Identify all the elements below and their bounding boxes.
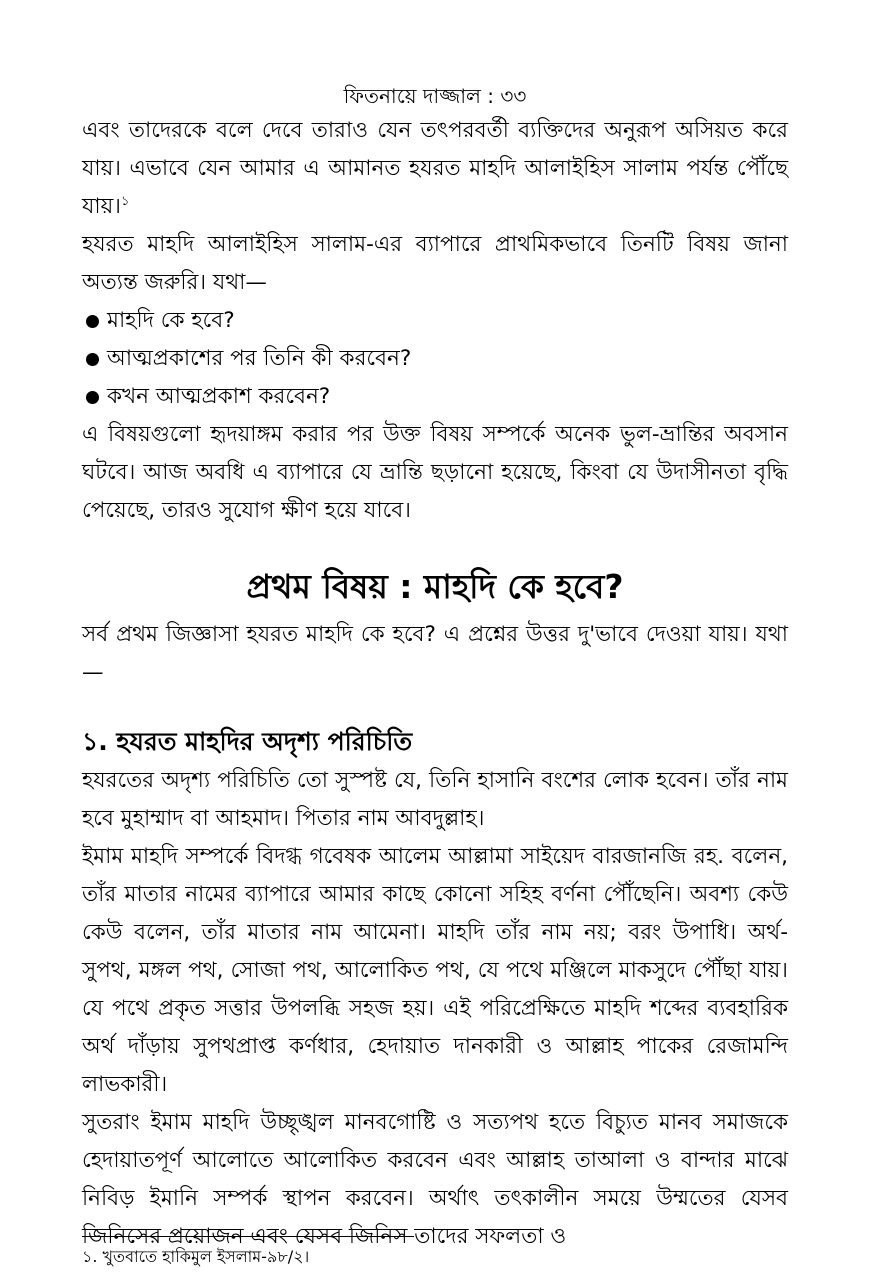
- running-header: ফিতনায়ে দাজ্জাল : ৩৩: [343, 84, 527, 108]
- section-heading: প্রথম বিষয় : মাহদি কে হবে?: [246, 567, 624, 606]
- intro-paragraph-1: [82, 112, 788, 226]
- intro-paragraph-1-text: এবং তাদেরকে বলে দেবে তারাও যেন তৎপরবর্তী ব্যক্তিদের অনুরূপ অসিয়ত করে যায়। এভাবে যেন আমার এ আমানত হযরত মাহদি আলাইহিস সালাম পর্যন্ত পৌঁছে যায়।: [82, 118, 788, 219]
- footnote-reference: ১: [120, 193, 130, 209]
- bullet-list: [82, 302, 788, 416]
- bullet-item-text: মাহদি কে হবে?: [107, 308, 235, 333]
- subsection-paragraph-1: হযরতের অদৃশ্য পরিচিতি তো সুস্পষ্ট যে, তিনি হাসানি বংশের লোক হবেন। তাঁর নাম হবে মুহাম্মাদ বা আহমাদ। পিতার নাম আবদুল্লাহ।: [82, 768, 788, 831]
- section-paragraph-1: সর্ব প্রথম জিজ্ঞাসা হযরত মাহদি কে হবে? এ প্রশ্নের উত্তর দু'ভাবে দেওয়া যায়। যথা—: [82, 622, 788, 685]
- footnote: ১. খুতবাতে হাকিমুল ইসলাম-৯৮/২।: [82, 1247, 310, 1266]
- intro-paragraph-3: এ বিষয়গুলো হৃদয়াঙ্গম করার পর উক্ত বিষয় সম্পর্কে অনেক ভুল-ভ্রান্তির অবসান ঘটবে। আজ অবধি এ ব্যাপারে যে ভ্রান্তি ছড়ানো হয়েছে, কিংবা যে উদাসীনতা বৃদ্ধি পেয়েছে, তারও সুযোগ ক্ষীণ হয়ে যাবে।: [82, 422, 788, 523]
- subsection-heading: ১. হযরত মাহদির অদৃশ্য পরিচিতি: [82, 727, 413, 756]
- bullet-item: [82, 340, 788, 378]
- bullet-item-text: আত্মপ্রকাশের পর তিনি কী করবেন?: [107, 346, 412, 371]
- bullet-dot-icon: [86, 391, 99, 404]
- subsection-paragraph-2: ইমাম মাহদি সম্পর্কে বিদগ্ধ গবেষক আলেম আল্লামা সাইয়েদ বারজানজি রহ. বলেন, তাঁর মাতার নামের ব্যাপারে আমার কাছে কোনো সহিহ বর্ণনা পৌঁছেনি। অবশ্য কেউ কেউ বলেন, তাঁর মাতার নাম আমেনা। মাহদি তাঁর নাম নয়; বরং উপাধি। অর্থ- সুপথ, মঙ্গল পথ, সোজা পথ, আলোকিত পথ, যে পথে মঞ্জিলে মাকসুদে পৌঁছা যায়। যে পথে প্রকৃত সত্তার উপলব্ধি সহজ হয়। এই পরিপ্রেক্ষিতে মাহদি শব্দের ব্যবহারিক অর্থ দাঁড়ায় সুপথপ্রাপ্ত কর্ণধার, হেদায়াত দানকারী ও আল্লাহ পাকের রেজামন্দি লাভকারী।: [82, 844, 788, 1097]
- footnote-divider: [82, 1236, 414, 1237]
- subsection-paragraph-3: সুতরাং ইমাম মাহদি উচ্ছৃঙ্খল মানবগোষ্টি ও সত্যপথ হতে বিচ্যুত মানব সমাজকে হেদায়াতপূর্ণ আলোতে আলোকিত করবেন এবং আল্লাহ তাআলা ও বান্দার মাঝে নিবিড় ইমানি সম্পর্ক স্থাপন করবেন। অর্থাৎ তৎকালীন সময়ে উম্মতের যেসব জিনিসের প্রয়োজন এবং যেসব জিনিস তাদের সফলতা ও: [82, 1110, 788, 1249]
- bullet-dot-icon: [86, 315, 99, 328]
- bullet-dot-icon: [86, 353, 99, 366]
- intro-paragraph-2: হযরত মাহদি আলাইহিস সালাম-এর ব্যাপারে প্রাথমিকভাবে তিনটি বিষয় জানা অত্যন্ত জরুরি। যথা—: [82, 232, 788, 295]
- bullet-item-text: কখন আত্মপ্রকাশ করবেন?: [107, 384, 331, 409]
- bullet-item: [82, 302, 788, 340]
- bullet-item: [82, 378, 788, 416]
- page-body: [82, 82, 788, 1256]
